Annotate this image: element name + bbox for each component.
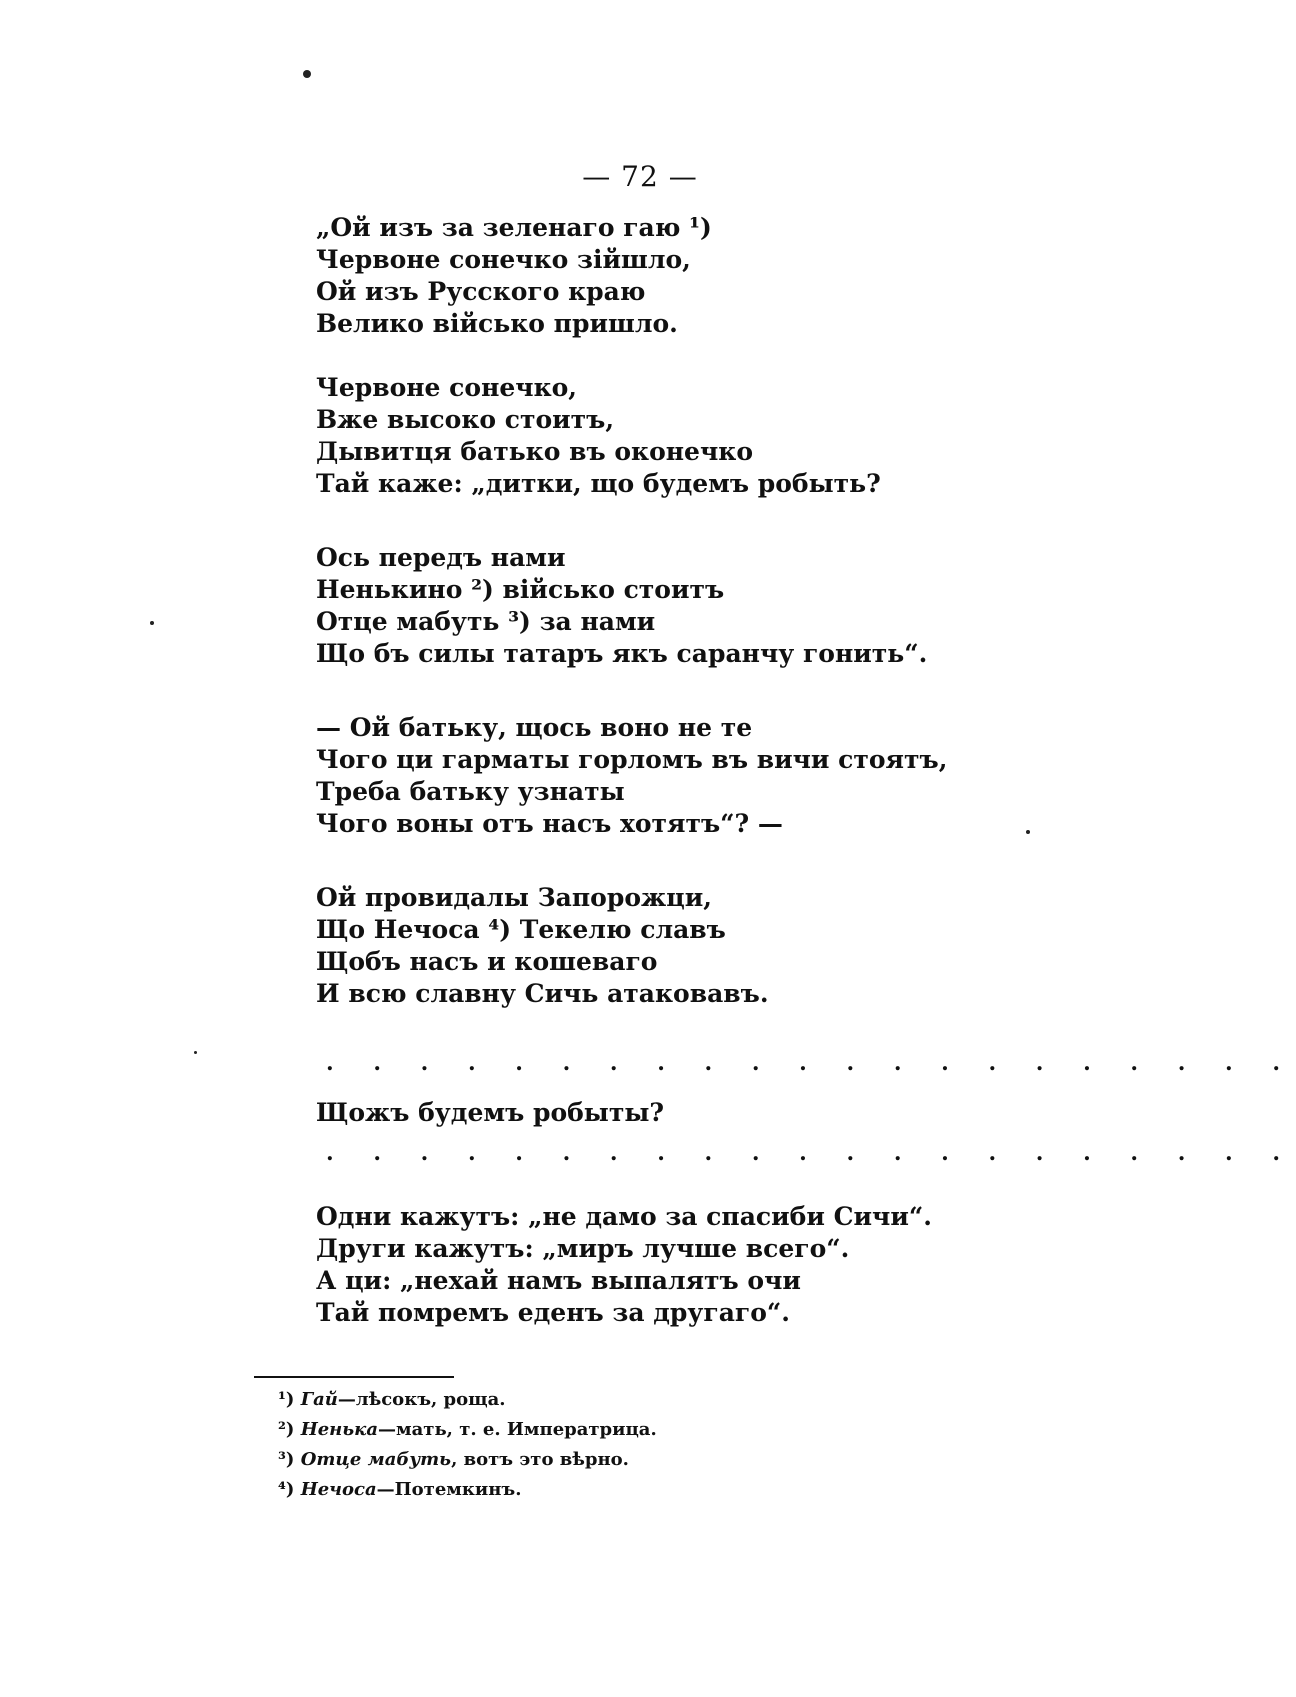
verse-line: Ой изъ Русского краю — [316, 277, 646, 306]
scan-speck — [1026, 830, 1030, 834]
footnote — [278, 1478, 522, 1502]
verse-line: Що Нечоса ⁴) Текелю славъ — [316, 915, 726, 944]
verse-line: Червоне сонечко зійшло, — [316, 245, 691, 274]
verse-line: Тай помремъ еденъ за другаго“. — [316, 1298, 790, 1327]
footnote-gloss: —лѣсокъ, роща. — [337, 1389, 506, 1410]
verse-line: Ось передъ нами — [316, 543, 566, 572]
footnote-term: Отце мабуть — [300, 1449, 452, 1470]
verse-line: Ой провидалы Запорожци, — [316, 883, 712, 912]
footnote-gloss: , вотъ это вѣрно. — [451, 1449, 629, 1470]
verse-line: Тай каже: „дитки, що будемъ робыть? — [316, 469, 881, 498]
footnote — [278, 1418, 657, 1442]
verse-line: Червоне сонечко, — [316, 373, 577, 402]
verse-line: Отце мабуть ³) за нами — [316, 607, 656, 636]
footnote-term: Гай — [300, 1389, 338, 1410]
footnote — [278, 1448, 629, 1472]
verse-line: Вже высоко стоитъ, — [316, 405, 615, 434]
footnote-gloss: —Потемкинъ. — [376, 1479, 522, 1500]
verse-line: — Ой батьку, щось воно не те — [316, 713, 753, 742]
verse-line: И всю славну Сичь атаковавъ. — [316, 979, 769, 1008]
ellipsis-row: . . . . . . . . . . . . . . . . . . . . . — [326, 1140, 1296, 1166]
scan-speck — [303, 70, 311, 78]
scan-speck — [150, 621, 154, 625]
verse-line: Чого ци гарматы горломъ въ вичи стоятъ, — [316, 745, 948, 774]
footnote-gloss: —мать, т. е. Императрица. — [378, 1419, 657, 1440]
page-number: — 72 — — [582, 160, 698, 193]
scan-speck — [194, 1051, 197, 1054]
footnote-term: Нечоса — [300, 1479, 377, 1500]
footnote-rule — [254, 1376, 454, 1378]
footnote — [278, 1388, 506, 1412]
verse-line: Ненькино ²) військо стоитъ — [316, 575, 725, 604]
verse-line: Щобъ насъ и кошеваго — [316, 947, 658, 976]
verse-line: Велико військо пришло. — [316, 309, 678, 338]
verse-line: „Ой изъ за зеленаго гаю ¹) — [316, 213, 712, 242]
footnote-mark: ¹) — [278, 1389, 295, 1410]
verse-line: Треба батьку узнаты — [316, 777, 625, 806]
verse-line: Що бъ силы татаръ якъ саранчу гонить“. — [316, 639, 928, 668]
footnote-mark: ⁴) — [278, 1479, 295, 1500]
verse-line: Щожъ будемъ робыты? — [316, 1098, 665, 1127]
footnote-term: Ненька — [300, 1419, 378, 1440]
verse-line: Чого воны отъ насъ хотятъ“? — — [316, 809, 783, 838]
verse-line: Дывитця батько въ оконечко — [316, 437, 753, 466]
footnote-mark: ²) — [278, 1419, 295, 1440]
footnote-mark: ³) — [278, 1449, 295, 1470]
verse-line: Други кажутъ: „миръ лучше всего“. — [316, 1234, 850, 1263]
ellipsis-row: . . . . . . . . . . . . . . . . . . . . . — [326, 1050, 1296, 1076]
verse-line: Одни кажутъ: „не дамо за спасиби Сичи“. — [316, 1202, 932, 1231]
verse-line: А ци: „нехай намъ выпалятъ очи — [316, 1266, 801, 1295]
